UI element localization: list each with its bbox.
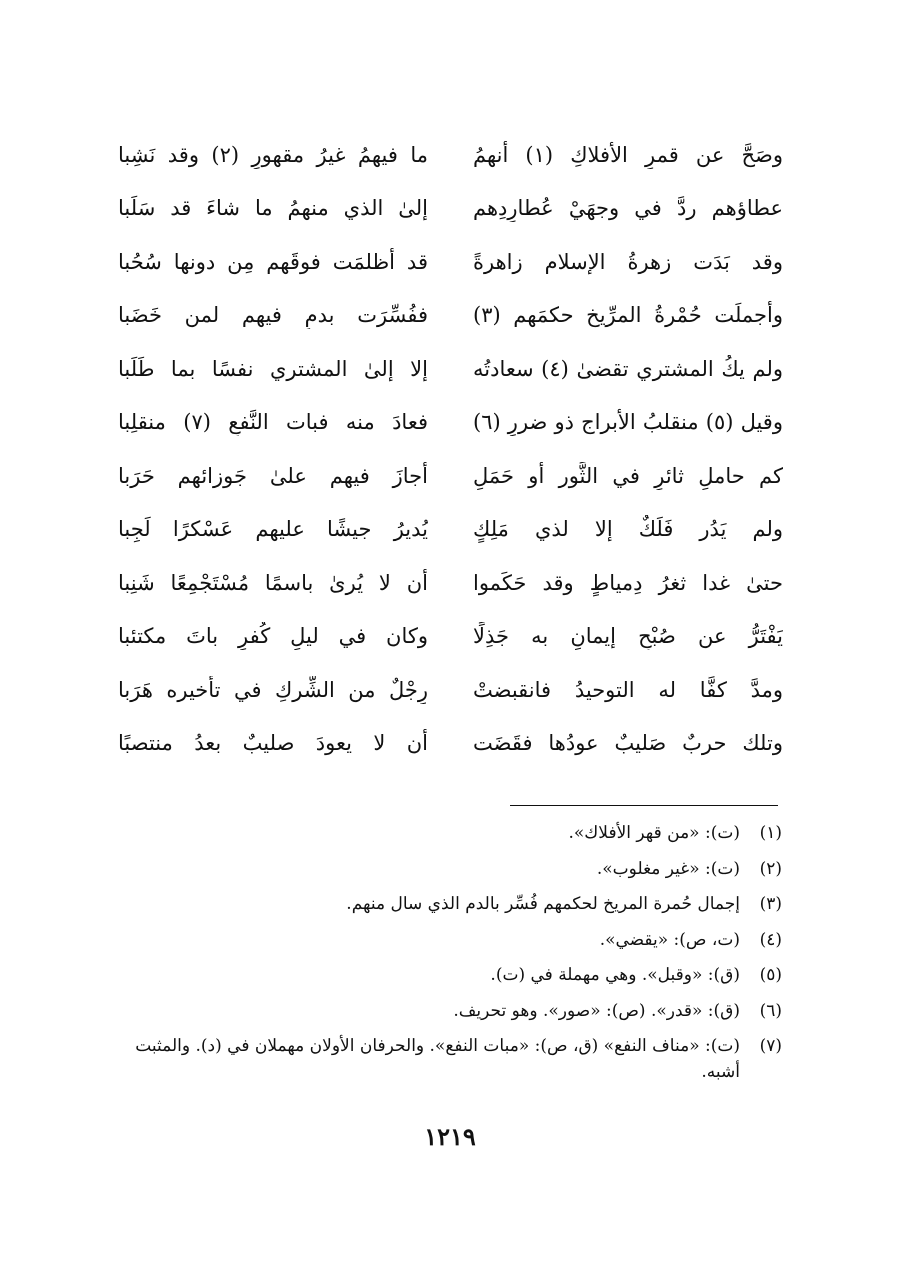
verse — [118, 503, 783, 557]
footnote — [110, 962, 782, 988]
verse — [118, 235, 783, 289]
verse-right-hemistich: وقد بَدَت زهرةُ الإسلام زاهرةً — [473, 249, 783, 274]
footnote-number: (٦) — [759, 1000, 782, 1021]
footnote-number: (٣) — [759, 894, 782, 914]
verse-left-hemistich: ما فيهمُ غيرُ مقهورٍ (٢) وقد نَشِبا — [118, 142, 428, 167]
verse-left-hemistich: رِجْلٌ من الشِّركِ في تأخيره هَرَبا — [118, 677, 428, 702]
footnote-number: (٤) — [759, 929, 782, 950]
verse-right-hemistich: يَفْتَرُّ عن صُبْحِ إيمانٍ به جَذِلًا — [473, 624, 783, 649]
footnote-text: (ت): «من قهر الأفلاك». — [568, 823, 740, 843]
footnote-divider — [510, 805, 778, 806]
verse — [118, 449, 783, 503]
verse-right-hemistich: ولم يكُ المشتري تقضىٰ (٤) سعادتُه — [473, 356, 783, 381]
verse-left-hemistich: فعادَ منه فبات النَّفعِ (٧) منقلِبا — [118, 410, 428, 435]
footnote-number: (٢) — [759, 858, 782, 879]
verse — [118, 610, 783, 664]
footnote — [110, 820, 782, 846]
verse — [118, 396, 783, 450]
verse-left-hemistich: أن لا يعودَ صليبٌ بعدُ منتصبًا — [118, 731, 428, 756]
footnote-number: (١) — [759, 823, 782, 843]
footnote-number: (٧) — [759, 1036, 782, 1056]
verse-right-hemistich: ولم يَدُر فَلَكٌ إلا لذي مَلِكٍ — [473, 517, 783, 542]
footnote-text: (ت): «غير مغلوب». — [596, 858, 740, 879]
footnote — [110, 891, 782, 917]
verse-right-hemistich: وصَحَّ عن قمرِ الأفلاكِ (١) أنهمُ — [473, 142, 783, 167]
verse-left-hemistich: قد أظلمَت فوقَهم مِن دونها سُحُبا — [118, 249, 428, 274]
verse-left-hemistich: ففُسِّرَت بدمٍ فيهم لمن خَضَبا — [118, 303, 428, 328]
footnote-text: إجمال حُمرة المريخ لحكمهم فُسِّر بالدم الذي سال منهم. — [346, 894, 740, 914]
footnote-number: (٥) — [759, 965, 782, 985]
verse — [118, 128, 783, 182]
footnote-text: (ت، ص): «يقضي». — [599, 929, 740, 950]
verse-left-hemistich: وكان في ليلِ كُفرٍ باتَ مكتئبا — [118, 624, 428, 649]
verse-right-hemistich: وتلك حربٌ صَليبٌ عودُها فقَضَت — [473, 731, 783, 756]
verse-right-hemistich: حتىٰ غدا ثغرُ دِمياطٍ وقد حَكَموا — [473, 570, 783, 595]
footnotes — [110, 820, 782, 1095]
verse — [118, 342, 783, 396]
verse-right-hemistich: عطاؤهم ردَّ في وجهَيْ عُطارِدِهم — [473, 196, 783, 221]
verse — [118, 556, 783, 610]
verse — [118, 663, 783, 717]
footnote — [110, 927, 782, 953]
footnote — [110, 998, 782, 1024]
verse-right-hemistich: وقيل (٥) منقلبُ الأبراج ذو ضررٍ (٦) — [473, 410, 783, 435]
verse-left-hemistich: إلىٰ الذي منهمُ ما شاءَ قد سَلَبا — [118, 196, 428, 221]
verse-right-hemistich: وأجملَت حُمْرةُ المرِّيخ حكمَهم (٣) — [473, 303, 783, 328]
footnote-text: (ق): «قدر». (ص): «صور». وهو تحريف. — [453, 1000, 740, 1021]
verse — [118, 717, 783, 771]
poem — [118, 128, 783, 770]
footnote-text: (ت): «مناف النفع» (ق، ص): «مبات النفع». والحرفان الأولان مهملان في (د). والمثبت أشبه. — [135, 1036, 740, 1082]
verse-left-hemistich: يُديرُ جيشًا عليهم عَسْكرًا لَجِبا — [118, 517, 428, 542]
verse-left-hemistich: أن لا يُرىٰ باسمًا مُسْتَجْمِعًا شَنِبا — [118, 570, 428, 595]
verse-left-hemistich: أجازَ فيهم علىٰ جَوزائهم حَرَبا — [118, 463, 428, 488]
footnote — [110, 856, 782, 882]
footnote-text: (ق): «وقبل». وهي مهملة في (ت). — [490, 965, 740, 985]
verse — [118, 182, 783, 236]
verse-left-hemistich: إلا إلىٰ المشتري نفسًا بما طَلَبا — [118, 356, 428, 381]
footnote — [110, 1033, 782, 1085]
verse-right-hemistich: ومدَّ كفًّا له التوحيدُ فانقبضتْ — [473, 677, 783, 702]
page-number: ١٢١٩ — [424, 1122, 476, 1151]
verse-right-hemistich: كم حاملٍ ثائرٍ في الثَّور أو حَمَلٍ — [473, 463, 783, 488]
verse — [118, 289, 783, 343]
